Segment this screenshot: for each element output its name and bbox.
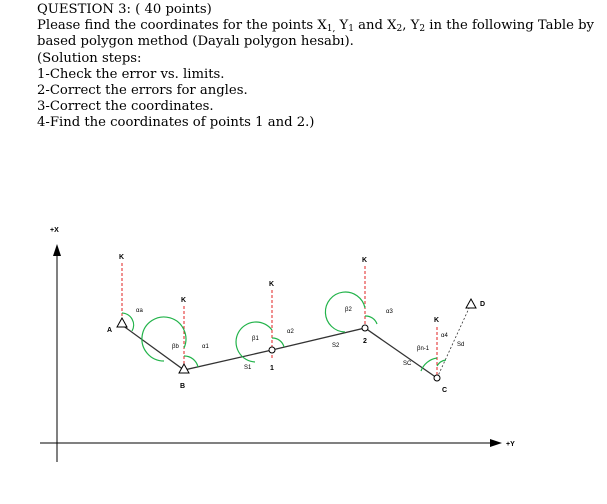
x-axis-arrow <box>53 244 61 256</box>
station-b-triangle <box>179 364 189 373</box>
north-label: K <box>181 297 187 304</box>
solution-step: (Solution steps: <box>37 50 142 66</box>
side-label-s2: S2 <box>332 343 340 349</box>
angle-arc-1-alpha <box>272 338 284 347</box>
angle-label-beta-1: β1 <box>252 336 259 342</box>
angle-label-alpha-2: α3 <box>386 309 393 315</box>
angle-arc-b-beta <box>142 317 186 361</box>
angle-arc-2-alpha <box>365 316 377 324</box>
north-label: K <box>269 281 275 288</box>
north-label: K <box>434 317 440 324</box>
question-line-2: based polygon method (Dayalı polygon hesabı). <box>37 34 354 50</box>
question-line-1-text-b: Y <box>335 18 349 34</box>
y-axis-label: +Y <box>506 441 515 448</box>
side-label-sd: Sd <box>457 342 465 348</box>
subscript-y2: 2 <box>419 24 426 35</box>
point-label-d: D <box>480 301 486 308</box>
coordinate-axes <box>40 227 515 462</box>
station-d-triangle <box>466 299 476 308</box>
angle-arc-b-alpha <box>184 356 198 367</box>
solution-step: 1-Check the error vs. limits. <box>37 66 225 82</box>
question-line-1-text-d: , Y <box>402 18 420 34</box>
north-label: K <box>362 257 368 264</box>
point-label-1: 1 <box>270 365 274 372</box>
station-1-circle <box>269 347 275 353</box>
angle-label-alpha-a: αa <box>136 308 143 314</box>
y-axis-arrow <box>490 439 502 447</box>
side-label-s1: S1 <box>244 365 252 371</box>
angle-arc-c-alpha <box>437 360 446 366</box>
solution-step: 4-Find the coordinates of points 1 and 2.) <box>37 115 315 131</box>
north-lines <box>122 263 440 378</box>
azimuth-arcs <box>122 292 446 371</box>
angle-label-beta-c: βn-1 <box>417 346 430 352</box>
angle-label-beta-b: βb <box>172 344 179 350</box>
question-line-1-text-a: Please find the coordinates for the points X <box>37 18 327 34</box>
angle-label-alpha-1: α2 <box>287 329 294 335</box>
closing-direction-line <box>437 306 470 378</box>
north-label: K <box>119 254 125 261</box>
question-line-1-text-c: and X <box>353 18 397 34</box>
subscript-x2: 2 <box>396 24 403 35</box>
angle-label-alpha-c: α4 <box>441 333 448 339</box>
angle-arc-1-beta <box>236 322 272 362</box>
point-label-a: A <box>107 327 113 334</box>
station-c-circle <box>434 375 440 381</box>
station-a-triangle <box>117 318 127 327</box>
station-2-circle <box>362 325 368 331</box>
point-label-c: C <box>442 387 448 394</box>
point-label-2: 2 <box>363 338 367 345</box>
x-axis-label: +X <box>50 227 59 234</box>
question-heading: QUESTION 3: ( 40 points) <box>37 2 212 17</box>
subscript-y1: 1 <box>348 24 354 35</box>
angle-label-alpha-b: α1 <box>202 344 209 350</box>
solution-step: 2-Correct the errors for angles. <box>37 83 248 99</box>
subscript-x1: 1, <box>326 24 336 35</box>
solution-step: 3-Correct the coordinates. <box>37 99 214 115</box>
angle-label-beta-2: β2 <box>345 307 352 313</box>
traverse-line <box>122 325 437 378</box>
point-label-b: B <box>180 383 186 390</box>
side-label-sc: SC <box>403 361 412 367</box>
question-line-1-text-e: in the following Table by <box>425 18 595 34</box>
